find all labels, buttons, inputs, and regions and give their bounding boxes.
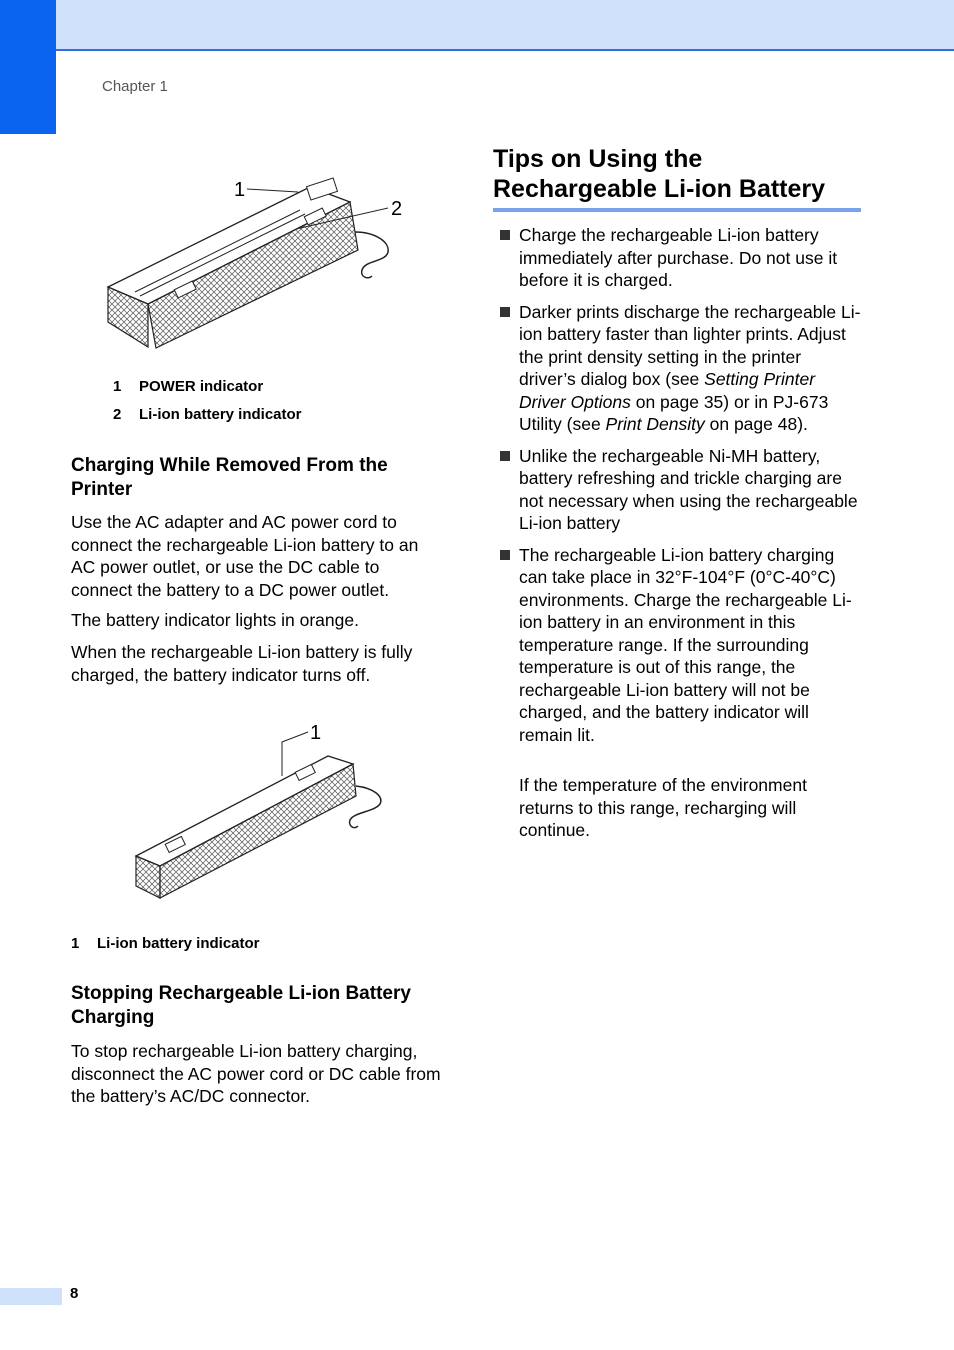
fig1-legend-item: 2 Li-ion battery indicator bbox=[113, 406, 302, 423]
link-setting-printer-driver-options[interactable]: Setting Printer Driver Options bbox=[519, 369, 816, 412]
list-item: Unlike the rechargeable Ni-MH battery, battery refreshing and trickle charging are not necessary when using the rechargeable Li-ion battery bbox=[500, 445, 862, 535]
chapter-label: Chapter 1 bbox=[102, 78, 168, 95]
bullet-square-icon bbox=[500, 307, 510, 317]
charging-paragraph: Use the AC adapter and AC power cord to connect the rechargeable Li-ion battery to an AC power outlet, or use the DC cable to connect the battery to a DC power outlet. bbox=[71, 512, 419, 600]
fig2-legend-item: 1 Li-ion battery indicator bbox=[71, 935, 260, 952]
tips-followup-paragraph: If the temperature of the environment returns to this range, recharging will continue. bbox=[519, 775, 807, 840]
section-heading-charging: Charging While Removed From the Printer bbox=[71, 455, 388, 500]
bullet-square-icon bbox=[500, 451, 510, 461]
charging-paragraph: When the rechargeable Li-ion battery is fully charged, the battery indicator turns off. bbox=[71, 642, 413, 685]
header-bar bbox=[0, 0, 954, 51]
printer-battery-illustration bbox=[100, 172, 420, 357]
bullet-square-icon bbox=[500, 550, 510, 560]
fig2-callout-1: 1 bbox=[310, 722, 322, 744]
page-number: 8 bbox=[70, 1285, 79, 1302]
list-item: The rechargeable Li-ion battery charging can take place in 32°F-104°F (0°C-40°C) environments. Charge the rechargeable Li-ion battery in an environment in this temperature range. If the surrounding temperature is out of this range, the rechargeable Li-ion battery will not be charged, and the battery indicator will remain lit. bbox=[500, 544, 862, 747]
list-item: Darker prints discharge the rechargeable Li-ion battery faster than lighter prints. Adjust the print density setting in the printer driver’s dialog box (see Setting Printer Driver Options on page 35) or in PJ-673 Utility (see Print Density on page 48). bbox=[500, 301, 862, 436]
tips-heading: Tips on Using the Rechargeable Li-ion Battery bbox=[493, 145, 826, 203]
link-print-density[interactable]: Print Density bbox=[605, 414, 705, 434]
bullet-square-icon bbox=[500, 230, 510, 240]
list-item: Charge the rechargeable Li-ion battery immediately after purchase. Do not use it before it is charged. bbox=[500, 224, 862, 292]
chapter-tab-marker bbox=[0, 0, 56, 134]
fig1-callout-2: 2 bbox=[391, 198, 403, 220]
stopping-paragraph: To stop rechargeable Li-ion battery charging, disconnect the AC power cord or DC cable from the battery’s AC/DC connector. bbox=[71, 1041, 441, 1106]
charging-paragraph: The battery indicator lights in orange. bbox=[71, 610, 359, 630]
tips-list bbox=[500, 224, 862, 755]
section-heading-stopping: Stopping Rechargeable Li-ion Battery Charging bbox=[71, 983, 411, 1028]
fig1-callout-1: 1 bbox=[234, 179, 246, 201]
battery-illustration bbox=[128, 716, 398, 906]
heading-underline bbox=[493, 208, 861, 212]
fig1-legend-item: 1 POWER indicator bbox=[113, 378, 264, 395]
page-number-bar bbox=[0, 1288, 62, 1305]
